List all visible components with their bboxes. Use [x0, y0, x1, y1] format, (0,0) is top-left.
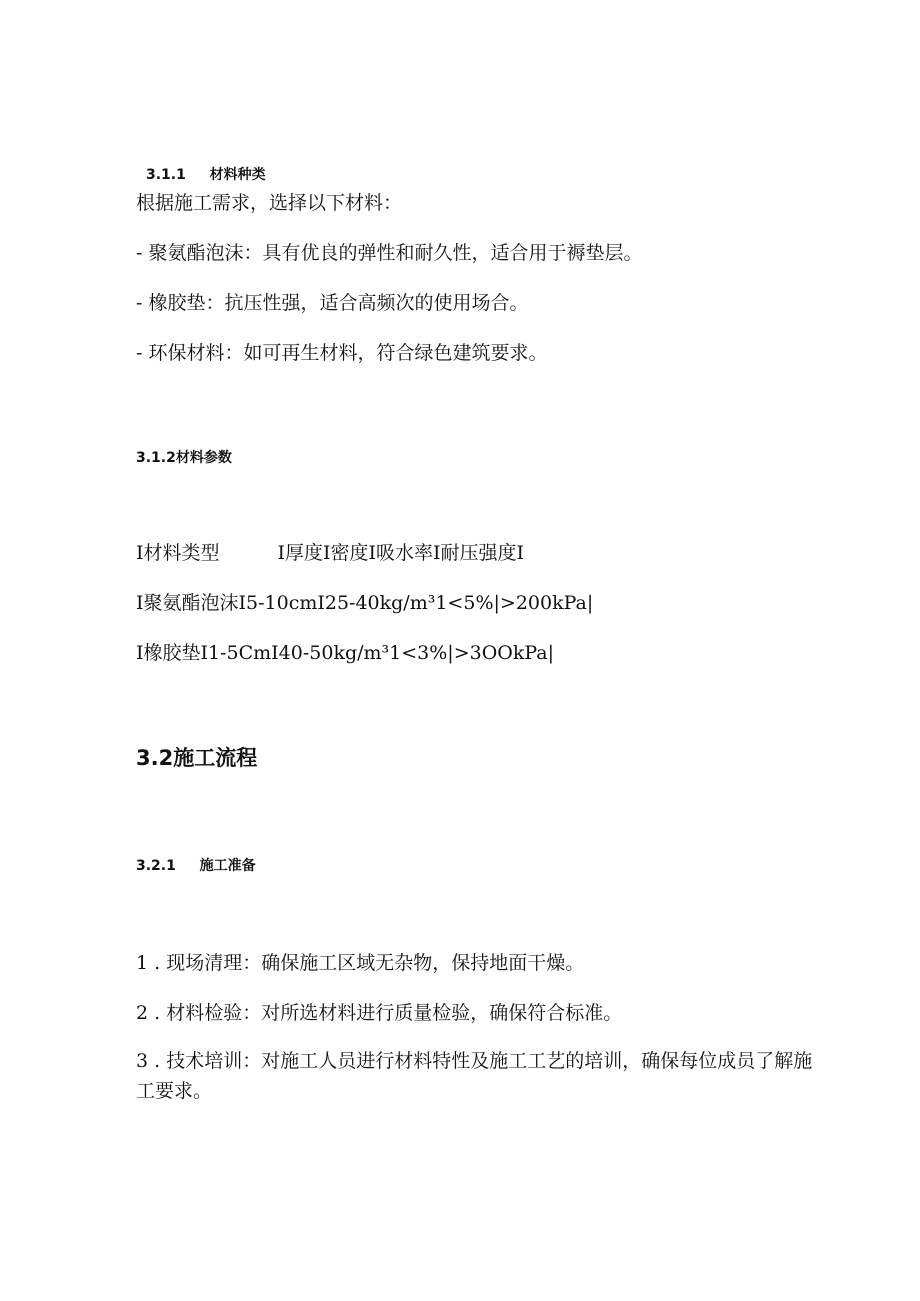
- prep-step-3: 3 . 技术培训：对施工人员进行材料特性及施工工艺的培训，确保每位成员了解施工要求。: [136, 1050, 813, 1102]
- section-number: 3.2.1: [136, 858, 176, 874]
- section-title: 施工准备: [199, 858, 256, 874]
- params-header-left: I材料类型: [136, 542, 220, 564]
- params-header-row: [136, 540, 524, 566]
- section-3-2-heading: 3.2施工流程: [136, 746, 258, 770]
- section-title: 材料种类: [209, 167, 266, 183]
- material-item-rubber: - 橡胶垫：抗压性强，适合高频次的使用场合。: [136, 292, 529, 314]
- params-row-polyurethane: I聚氨酯泡沫I5-10cmI25-40kg∕m³1<5%|>200kPa|: [136, 592, 594, 614]
- prep-step-2: 2 . 材料检验：对所选材料进行质量检验，确保符合标准。: [136, 1002, 623, 1024]
- prep-step-1: 1 . 现场清理：确保施工区域无杂物，保持地面干燥。: [136, 952, 585, 974]
- section-3-1-1-heading: [146, 166, 266, 184]
- section-3-2-1-heading: [136, 857, 256, 875]
- section-3-1-2-heading: 3.1.2材料参数: [136, 450, 232, 466]
- material-item-polyurethane: - 聚氨酯泡沫：具有优良的弹性和耐久性，适合用于褥垫层。: [136, 242, 643, 264]
- params-row-rubber: I橡胶垫I1-5CmI40-50kg∕m³1<3%|>3OOkPa|: [136, 642, 555, 664]
- section-number: 3.1.1: [146, 167, 186, 183]
- materials-intro: 根据施工需求，选择以下材料：: [136, 192, 403, 214]
- material-item-eco: - 环保材料：如可再生材料，符合绿色建筑要求。: [136, 342, 548, 364]
- params-header-right: I厚度I密度I吸水率I耐压强度I: [277, 542, 525, 564]
